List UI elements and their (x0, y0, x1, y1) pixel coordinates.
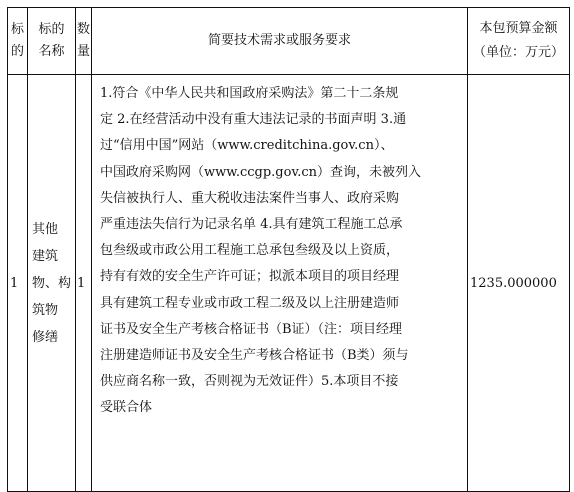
row-index: 1 (8, 75, 28, 492)
row-budget: 1235.000000 (468, 75, 570, 492)
header-index: 标 的 (8, 8, 28, 75)
row-name: 其他 建筑 物、构 筑物 修缮 (28, 75, 76, 492)
row-description: 1.符合《中华人民共和国政府采购法》第二十二条规 定 2.在经营活动中没有重大违法记录的书面声明 3.通 过“信用中国”网站（www.creditchina.gov.cn）、 中国政府采购网（www.ccgp.gov.cn）查询，未被列入 失信被执行人、重大税收违法案件当事人、政府采购 严重违法失信行为记录名单 4.具有建筑工程施工总承 包叁级或市政公用工程施工总承包叁级及以上资质， 持有有效的安全生产许可证；拟派本项目的项目经理 具有建筑工程专业或市政工程二级及以上注册建造师 证书及安全生产考核合格证书（B证）（注：项目经理 注册建造师证书及安全生产考核合格证书（B类）须与 供应商名称一致，否则视为无效证件）5.本项目不接 受联合体 (92, 75, 468, 492)
header-budget: 本包预算金额 （单位：万元） (468, 8, 570, 75)
table-row (8, 75, 570, 492)
row-quantity: 1 (76, 75, 92, 492)
header-row (8, 8, 570, 75)
header-quantity: 数 量 (76, 8, 92, 75)
procurement-table (7, 7, 570, 492)
header-description: 简要技术需求或服务要求 (92, 8, 468, 75)
header-name: 标的 名称 (28, 8, 76, 75)
